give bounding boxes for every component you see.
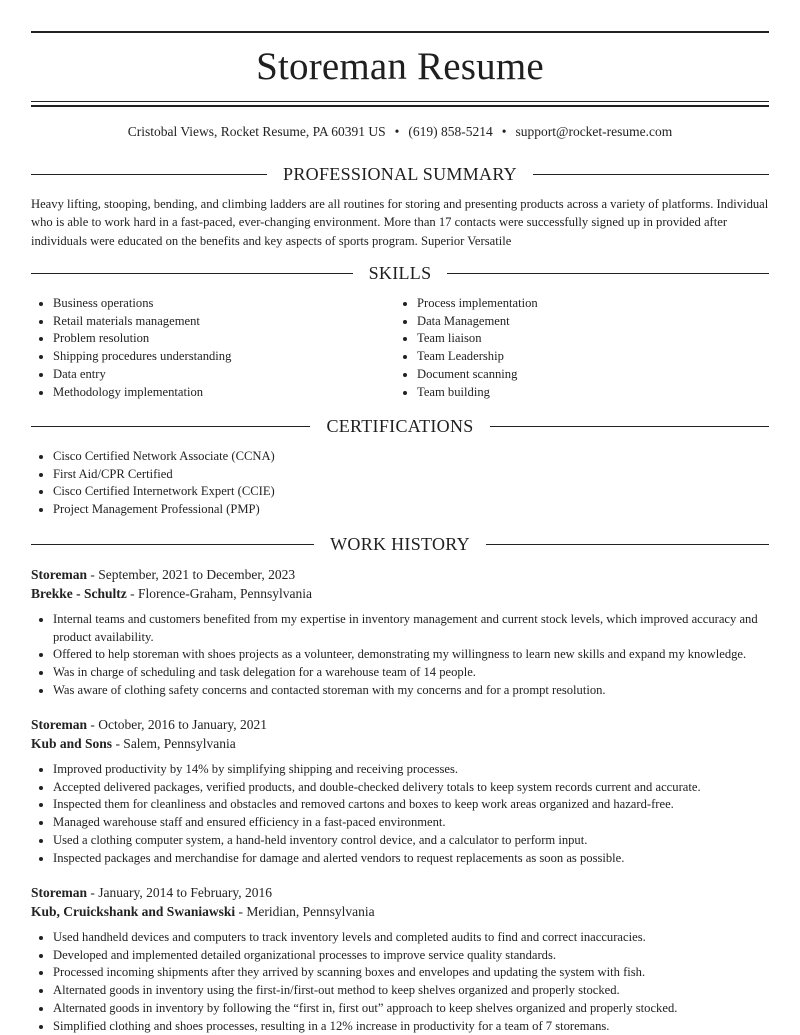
work-heading: WORK HISTORY (330, 534, 470, 554)
job-role: Storeman (31, 885, 87, 900)
job-bullet: Offered to help storeman with shoes projects as a volunteer, demonstrating my willingness to learn new skills and expand my knowledge. (31, 646, 769, 664)
title-double-rule (31, 101, 769, 107)
job-bullet: Used handheld devices and computers to track inventory levels and completed audits to find and correct inaccuracies. (31, 929, 769, 947)
skill-item: Methodology implementation (31, 384, 231, 402)
job-company: Kub and Sons (31, 735, 113, 751)
job-bullet: Inspected them for cleanliness and obstacles and removed cartons and boxes to keep work areas organized and hazard-free. (31, 796, 769, 814)
job-bullet: Alternated goods in inventory by following the “first in, first out” approach to keep shelves organized and properly stocked. (31, 1000, 769, 1018)
skill-item: Retail materials management (31, 313, 231, 331)
skills-heading-row (31, 262, 769, 284)
certifications-heading-row (31, 415, 769, 437)
job-bullet: Developed and implemented detailed organizational processes to improve service quality standards. (31, 947, 769, 965)
job-company-line (31, 585, 769, 604)
skill-item: Data entry (31, 366, 231, 384)
section-rule (447, 273, 769, 274)
job-entry (31, 716, 769, 867)
section-rule (31, 544, 314, 545)
top-rule (31, 31, 769, 33)
job-title-line (31, 716, 769, 735)
job-entry (31, 884, 769, 1035)
certifications-list (31, 448, 275, 519)
job-bullet: Used a clothing computer system, a hand-held inventory control device, and a calculator to perform input. (31, 832, 769, 850)
job-location: - Florence-Graham, Pennsylvania (126, 585, 312, 601)
job-title-line (31, 884, 769, 903)
certification-item: Cisco Certified Network Associate (CCNA) (31, 448, 275, 466)
skill-item: Document scanning (395, 366, 538, 384)
skills-list-right (395, 295, 538, 401)
skill-item: Shipping procedures understanding (31, 348, 231, 366)
job-bullet: Simplified clothing and shoes processes, resulting in a 12% increase in productivity for a team of 7 storemans. (31, 1018, 769, 1035)
job-bullet: Was aware of clothing safety concerns and contacted storeman with my concerns and for a prompt resolution. (31, 682, 769, 700)
skill-item: Team building (395, 384, 538, 402)
section-rule (31, 273, 353, 274)
skill-item: Team liaison (395, 330, 538, 348)
job-bullet: Managed warehouse staff and ensured efficiency in a fast-paced environment. (31, 814, 769, 832)
job-bullets (31, 761, 769, 867)
skill-item: Data Management (395, 313, 538, 331)
job-bullet: Was in charge of scheduling and task delegation for a warehouse team of 14 people. (31, 664, 769, 682)
section-rule (31, 174, 267, 175)
section-rule (31, 426, 310, 427)
job-company-line (31, 735, 769, 754)
job-bullets (31, 611, 769, 700)
contact-separator: • (501, 124, 507, 139)
job-dates: - October, 2016 to January, 2021 (87, 717, 268, 732)
certifications-heading: CERTIFICATIONS (326, 416, 474, 436)
job-role: Storeman (31, 567, 87, 582)
job-role: Storeman (31, 717, 87, 732)
job-bullet: Alternated goods in inventory using the first-in/first-out method to keep shelves organized and properly stocked. (31, 982, 769, 1000)
skills-heading: SKILLS (368, 263, 432, 283)
job-location: - Meridian, Pennsylvania (235, 903, 375, 919)
contact-address: Cristobal Views, Rocket Resume, PA 60391 US (127, 124, 386, 139)
job-bullet: Inspected packages and merchandise for damage and alerted vendors to request replacements as soon as possible. (31, 850, 769, 868)
job-entry (31, 566, 769, 700)
job-bullet: Accepted delivered packages, verified products, and double-checked delivery totals to keep system records current and accurate. (31, 779, 769, 797)
skill-item: Business operations (31, 295, 231, 313)
summary-heading: PROFESSIONAL SUMMARY (283, 164, 517, 184)
contact-line (31, 124, 769, 140)
skill-item: Problem resolution (31, 330, 231, 348)
section-rule (533, 174, 769, 175)
skill-item: Team Leadership (395, 348, 538, 366)
skills-list-left (31, 295, 231, 401)
job-title-line (31, 566, 769, 585)
job-company: Kub, Cruickshank and Swaniawski (31, 903, 236, 919)
job-bullet: Processed incoming shipments after they arrived by scanning boxes and envelopes and updating the system with fish. (31, 964, 769, 982)
job-dates: - September, 2021 to December, 2023 (87, 567, 296, 582)
job-company-line (31, 903, 769, 922)
section-rule (486, 544, 769, 545)
contact-phone: (619) 858-5214 (408, 124, 493, 139)
certification-item: First Aid/CPR Certified (31, 466, 275, 484)
section-rule (490, 426, 769, 427)
job-bullets (31, 929, 769, 1035)
resume-title: Storeman Resume (256, 45, 544, 88)
contact-separator: • (394, 124, 400, 139)
skill-item: Process implementation (395, 295, 538, 313)
summary-text: Heavy lifting, stooping, bending, and climbing ladders are all routines for storing and presenting products across a variety of platforms. Individual who is able to work hard in a fast-paced, ever-changing environment. More than 17 contacts were successfully signed up in provided after individuals were educated on the benefits and key aspects of sports program. Superior Versatile (31, 197, 769, 248)
certification-item: Project Management Professional (PMP) (31, 501, 275, 519)
work-heading-row (31, 533, 769, 555)
job-company: Brekke - Schultz (31, 585, 127, 601)
job-location: - Salem, Pennsylvania (112, 735, 236, 751)
job-dates: - January, 2014 to February, 2016 (87, 885, 272, 900)
job-bullet: Improved productivity by 14% by simplifying shipping and receiving processes. (31, 761, 769, 779)
contact-email: support@rocket-resume.com (515, 124, 673, 139)
certification-item: Cisco Certified Internetwork Expert (CCIE) (31, 483, 275, 501)
summary-heading-row (31, 163, 769, 185)
job-bullet: Internal teams and customers benefited from my expertise in inventory management and current stock levels, which improved accuracy and product availability. (31, 611, 769, 646)
